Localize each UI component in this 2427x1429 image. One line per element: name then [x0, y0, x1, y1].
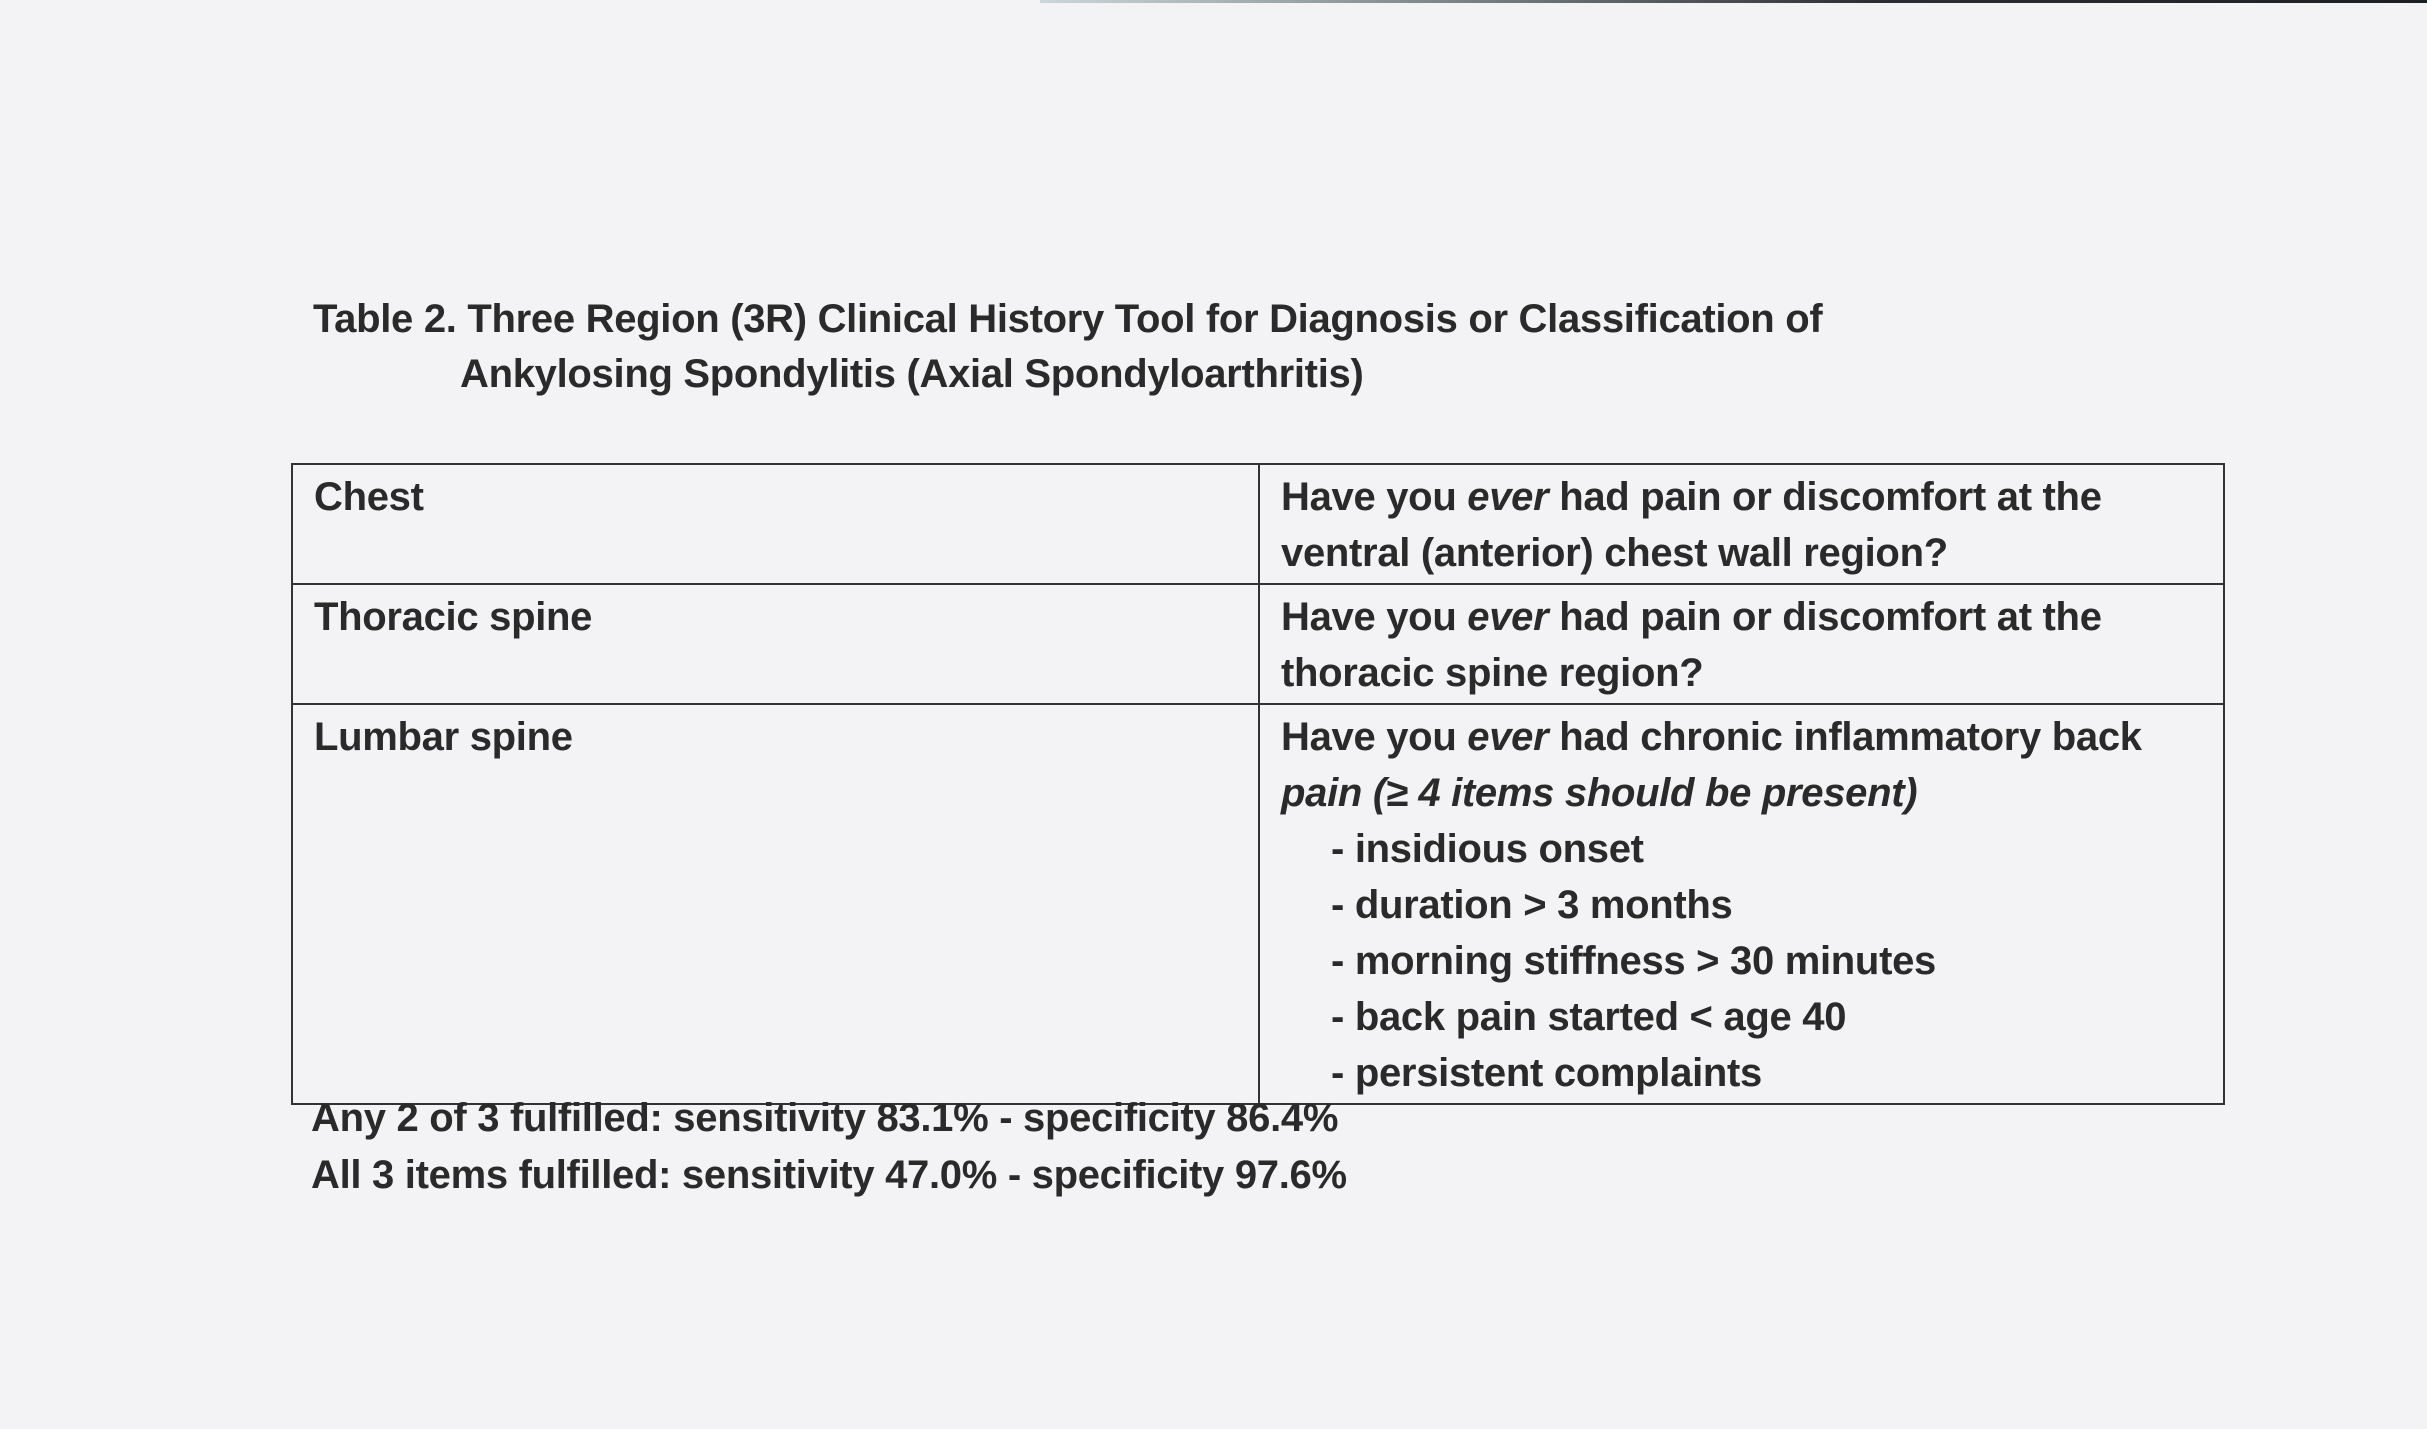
question-emphasis: ever — [1467, 475, 1549, 519]
scan-edge — [1040, 0, 2427, 3]
question-emphasis: ever — [1467, 595, 1549, 639]
footnote-line-2: All 3 items fulfilled: sensitivity 47.0% - specificity 97.6% — [311, 1153, 1347, 1197]
question-cell — [1259, 464, 2224, 584]
question-cell — [1259, 704, 2224, 1104]
question-text: Have you — [1281, 475, 1468, 519]
list-item: - insidious onset — [1331, 821, 2203, 877]
inflammatory-back-pain-criteria — [1281, 821, 2203, 1101]
performance-footnote — [311, 1090, 1347, 1204]
region-cell: Lumbar spine — [292, 704, 1259, 1104]
caption-line-1: Table 2. Three Region (3R) Clinical History Tool for Diagnosis or Classification of — [313, 297, 1823, 341]
list-item: - back pain started < age 40 — [1331, 989, 2203, 1045]
footnote-line-1: Any 2 of 3 fulfilled: sensitivity 83.1% - specificity 86.4% — [311, 1096, 1339, 1140]
region-cell: Chest — [292, 464, 1259, 584]
question-emphasis: ever — [1467, 715, 1549, 759]
question-cell — [1259, 584, 2224, 704]
question-text: Have you — [1281, 595, 1468, 639]
caption-line-2: Ankylosing Spondylitis (Axial Spondyloarthritis) — [460, 352, 1364, 396]
question-text: had pain or discomfort at the thoracic spine region? — [1281, 595, 2102, 695]
list-item: - duration > 3 months — [1331, 877, 2203, 933]
table-row-chest — [292, 464, 2224, 584]
question-italic-tail: pain (≥ 4 items should be present) — [1281, 771, 1918, 815]
region-cell: Thoracic spine — [292, 584, 1259, 704]
question-text: had chronic inflammatory back — [1548, 715, 2142, 759]
3r-clinical-history-table — [291, 463, 2225, 1105]
table-row-thoracic-spine — [292, 584, 2224, 704]
list-item: - morning stiffness > 30 minutes — [1331, 933, 2203, 989]
table-row-lumbar-spine — [292, 704, 2224, 1104]
list-item: - persistent complaints — [1331, 1045, 2203, 1101]
question-text: Have you — [1281, 715, 1468, 759]
table-caption — [313, 292, 2233, 402]
question-text: had pain or discomfort at the ventral (anterior) chest wall region? — [1281, 475, 2102, 575]
